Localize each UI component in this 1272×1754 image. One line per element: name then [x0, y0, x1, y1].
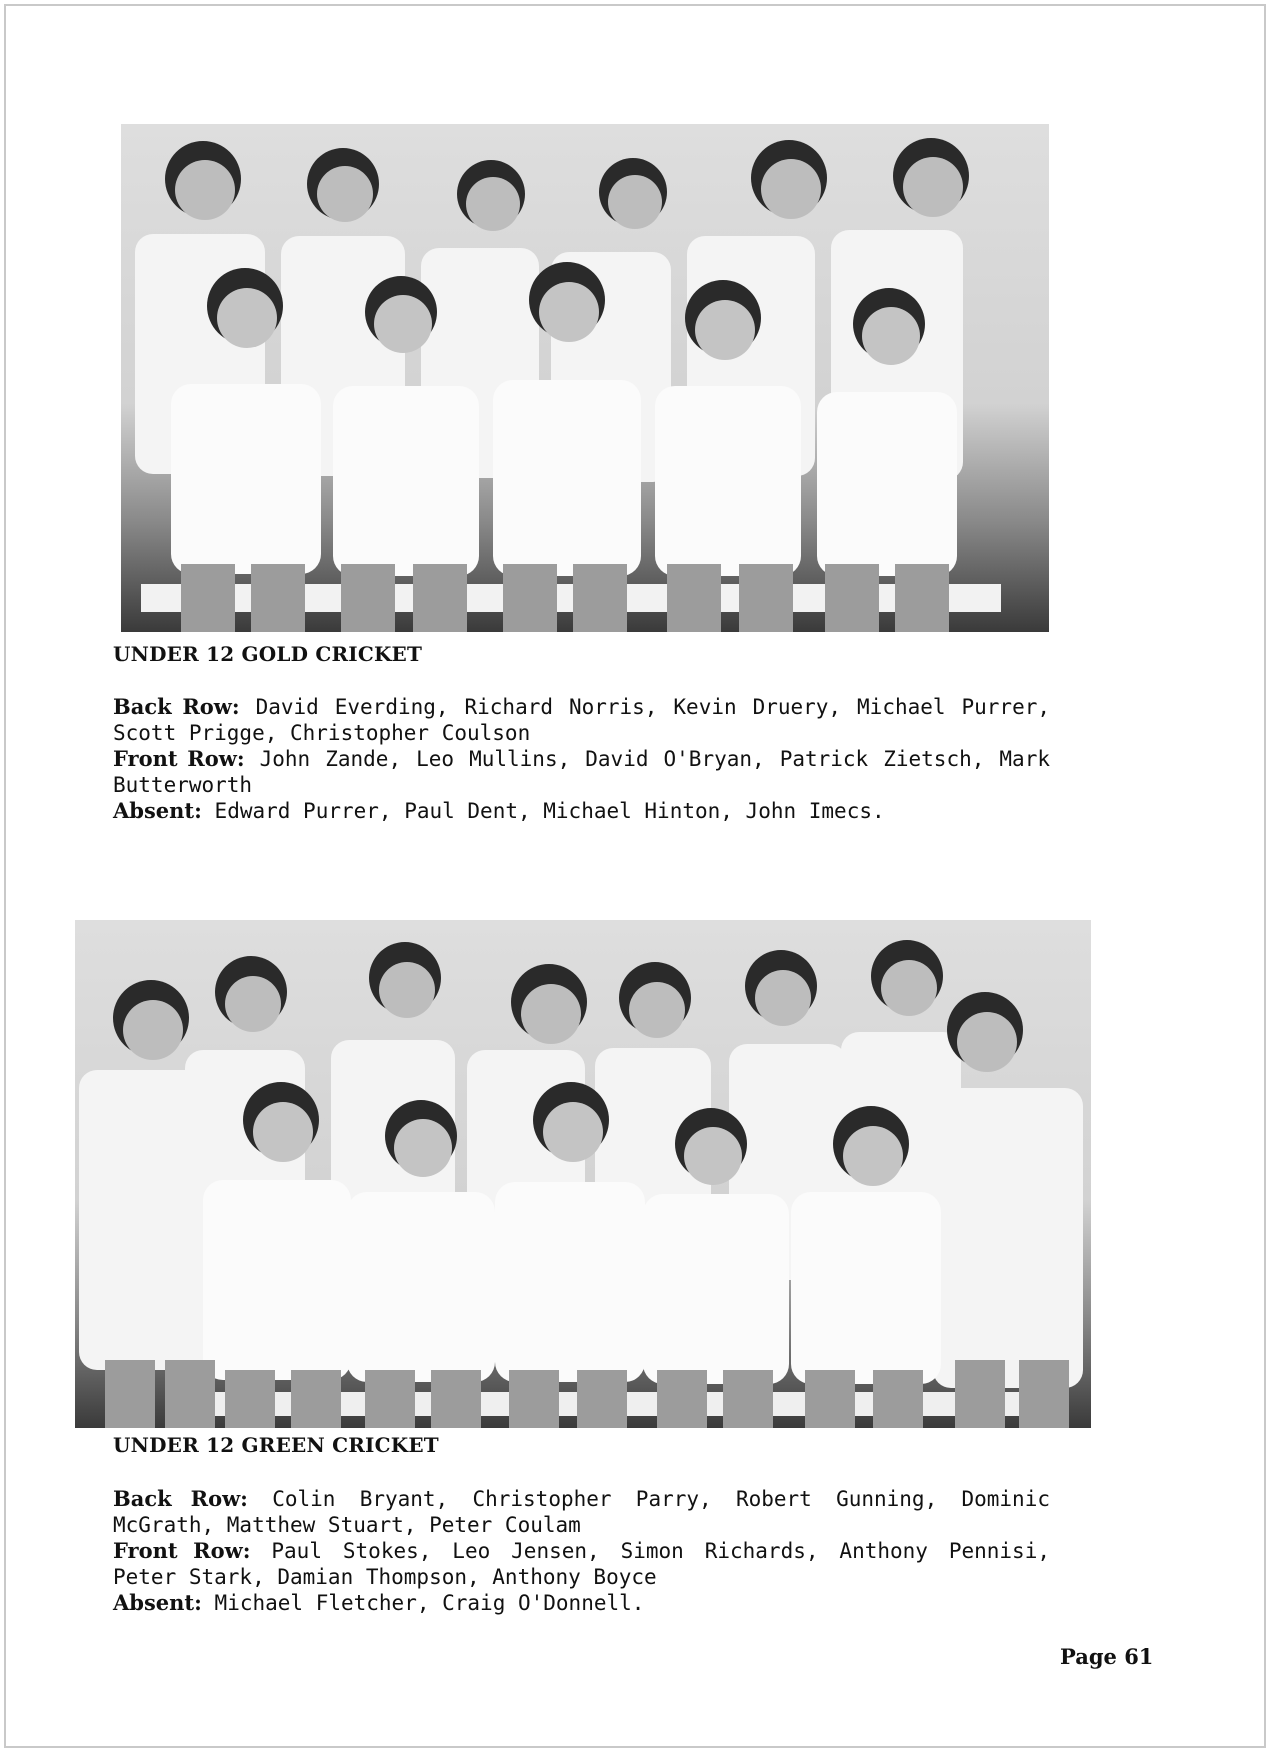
back-row-green: [113, 1486, 1050, 1538]
back-row-names: Colin Bryant, Christopher Parry, Robert Gunning, Dominic McGrath, Matthew Stuart, Peter Coulam: [113, 1487, 1050, 1537]
section-title-green: UNDER 12 GREEN CRICKET: [113, 1433, 439, 1457]
team-photo-green: [75, 920, 1091, 1428]
absent-label: Absent:: [113, 798, 202, 823]
absent-names: Edward Purrer, Paul Dent, Michael Hinton, John Imecs.: [214, 799, 885, 823]
front-row-gold: [113, 746, 1050, 798]
team-photo-gold: [121, 124, 1049, 632]
team-photo-gold-figures: [121, 124, 1049, 632]
absent-names: Michael Fletcher, Craig O'Donnell.: [214, 1591, 645, 1615]
front-row-names: John Zande, Leo Mullins, David O'Bryan, Patrick Zietsch, Mark Butterworth: [113, 747, 1050, 797]
front-row-label: Front Row:: [113, 746, 245, 771]
front-row-green: [113, 1538, 1050, 1590]
back-row-label: Back Row:: [113, 694, 240, 719]
back-row-names: David Everding, Richard Norris, Kevin Druery, Michael Purrer, Scott Prigge, Christopher Coulson: [113, 695, 1050, 745]
front-row-label: Front Row:: [113, 1538, 251, 1563]
back-row-gold: [113, 694, 1050, 746]
roster-gold: [113, 694, 1050, 824]
roster-green: [113, 1486, 1050, 1616]
absent-label: Absent:: [113, 1590, 202, 1615]
section-title-gold: UNDER 12 GOLD CRICKET: [113, 642, 423, 666]
absent-gold: [113, 798, 1050, 824]
back-row-label: Back Row:: [113, 1486, 248, 1511]
absent-green: [113, 1590, 1050, 1616]
page-number: Page 61: [1060, 1644, 1154, 1669]
team-photo-green-figures: [75, 920, 1091, 1428]
front-row-names: Paul Stokes, Leo Jensen, Simon Richards, Anthony Pennisi, Peter Stark, Damian Thompson, Anthony Boyce: [113, 1539, 1050, 1589]
